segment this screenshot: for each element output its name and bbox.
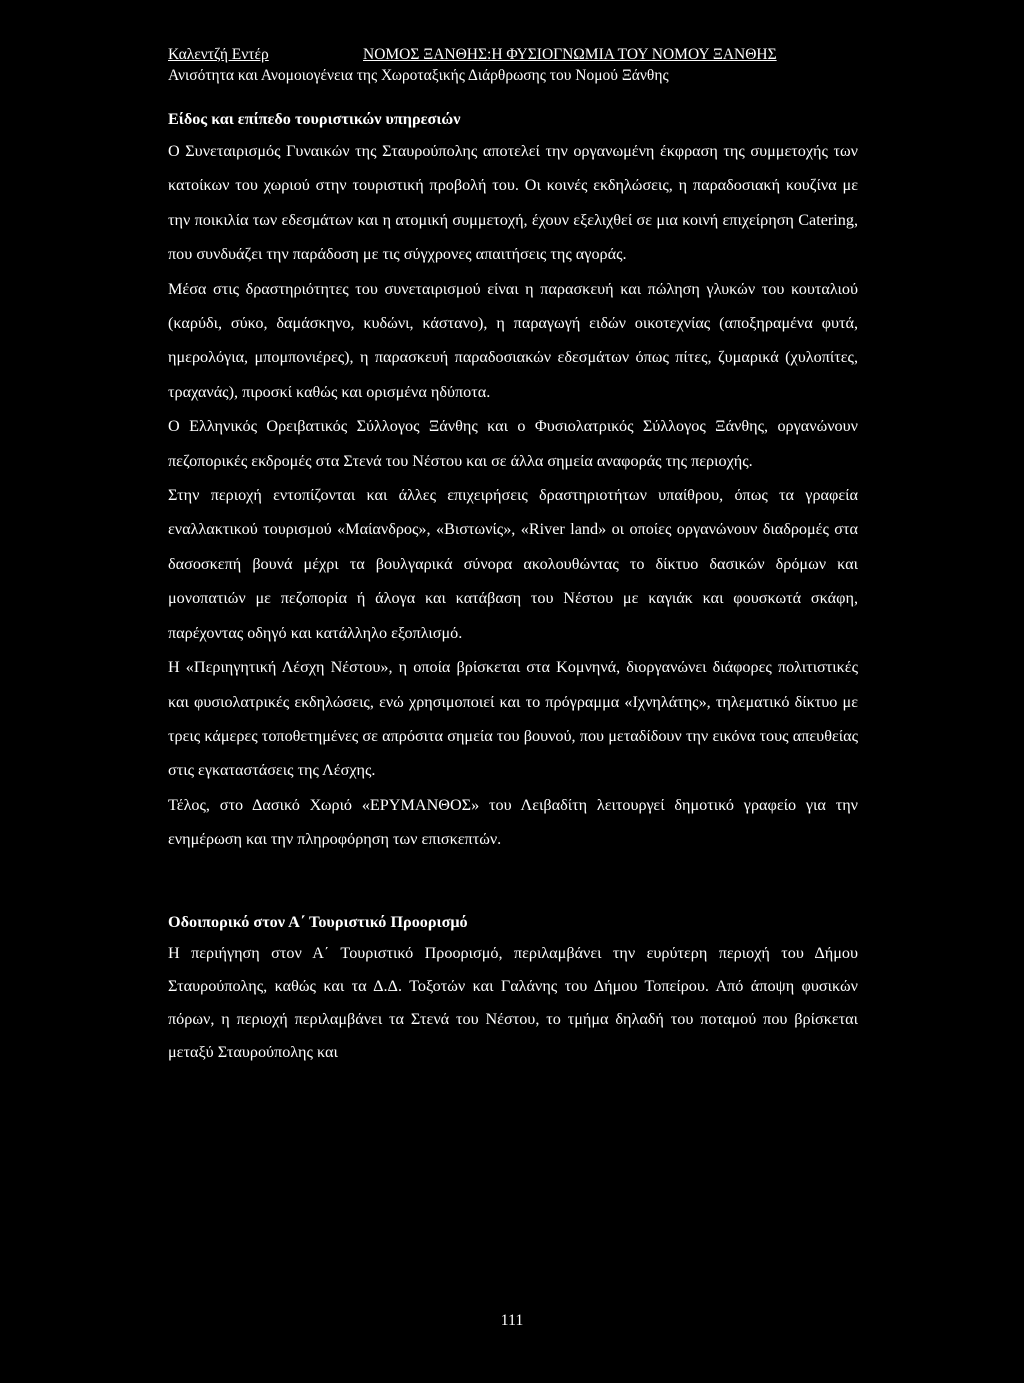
page-header: [168, 44, 868, 86]
header-author: Καλεντζή Εντέρ: [168, 46, 269, 63]
paragraph: Ο Συνεταιρισμός Γυναικών της Σταυρούπολης αποτελεί την οργανωμένη έκφραση της συμμετοχής των κατοίκων του χωριού στην τουριστική προβολή του. Οι κοινές εκδηλώσεις, η παραδοσιακή κουζίνα με την ποικιλία των εδεσμάτων και η ατομική συμμετοχή, έχουν εξελιχθεί σε μια κοινή επιχείρηση Catering, που συνδυάζει την παράδοση με τις σύγχρονες απαιτήσεις της αγοράς.: [168, 142, 858, 264]
section-heading: Είδος και επίπεδο τουριστικών υπηρεσιών: [168, 110, 461, 128]
header-top-line: [168, 44, 868, 65]
page-body: [168, 104, 858, 1069]
paragraph: Μέσα στις δραστηριότητες του συνεταιρισμού είναι η παρασκευή και πώληση γλυκών του κουταλιού (καρύδι, σύκο, δαμάσκηνο, κυδώνι, κάστανο), η παραγωγή ειδών οικοτεχνίας (αποξηραμένα φυτά, ημερολόγια, μπομπονιέρες), η παρασκευή παραδοσιακών εδεσμάτων όπως πίτες, ζυμαρικά (χυλοπίτες, τραχανάς), πιροσκί καθώς και ορισμένα ηδύποτα.: [168, 279, 858, 401]
section-spacer: [168, 857, 858, 907]
section-heading: Οδοιπορικό στον Α΄ Τουριστικό Προορισμό: [168, 912, 468, 931]
paragraph: Στην περιοχή εντοπίζονται και άλλες επιχειρήσεις δραστηριοτήτων υπαίθρου, όπως τα γραφεία εναλλακτικού τουρισμού «Μαίανδρος», «Βιστωνίς», «River land» οι οποίες οργανώνουν διαδρομές στα δασοσκεπή βουνά μέχρι τα βουλγαρικά σύνορα ακολουθώντας το δίκτυο δασικών δρόμων και μονοπατιών με πεζοπορία ή άλογα και κατάβαση του Νέστου με καγιάκ και φουσκωτά σκάφη, παρέχοντας οδηγό και κατάλληλο εξοπλισμό.: [168, 486, 858, 642]
paragraph: Η «Περιηγητική Λέσχη Νέστου», η οποία βρίσκεται στα Κομνηνά, διοργανώνει διάφορες πολιτιστικές και φυσιολατρικές εκδηλώσεις, ενώ χρησιμοποιεί και το πρόγραμμα «Ιχνηλάτης», τηλεματικό δίκτυο με τρεις κάμερες τοποθετημένες σε απρόσιτα σημεία του βουνού, που μεταδίδουν την εικόνα τους απευθείας στις εγκαταστάσεις της Λέσχης.: [168, 658, 858, 780]
paragraph: Τέλος, στο Δασικό Χωριό «ΕΡΥΜΑΝΘΟΣ» του Λειβαδίτη λειτουργεί δημοτικό γραφείο για την ενημέρωση και την πληροφόρηση των επισκεπτών.: [168, 795, 858, 849]
header-subtitle: Ανισότητα και Ανομοιογένεια της Χωροταξικής Διάρθρωσης του Νομού Ξάνθης: [168, 67, 669, 84]
page-number: 111: [500, 1312, 524, 1329]
paragraph: Η περιήγηση στον Α΄ Τουριστικό Προορισμό, περιλαμβάνει την ευρύτερη περιοχή του Δήμου Σταυρούπολης, καθώς και τα Δ.Δ. Τοξοτών και Γαλάνης του Δήμου Τοπείρου. Από άποψη φυσικών πόρων, η περιοχή περιλαμβάνει τα Στενά του Νέστου, το τμήμα δηλαδή του ποταμού που βρίσκεται μεταξύ Σταυρούπολης και: [168, 943, 858, 1061]
header-title: ΝΟΜΟΣ ΞΑΝΘΗΣ:Η ΦΥΣΙΟΓΝΩΜΙΑ ΤΟΥ ΝΟΜΟΥ ΞΑΝΘΗΣ: [363, 46, 777, 63]
paragraph: Ο Ελληνικός Ορειβατικός Σύλλογος Ξάνθης και ο Φυσιολατρικός Σύλλογος Ξάνθης, οργανώνουν πεζοπορικές εκδρομές στα Στενά του Νέστου και σε άλλα σημεία αναφοράς της περιοχής.: [168, 417, 858, 470]
